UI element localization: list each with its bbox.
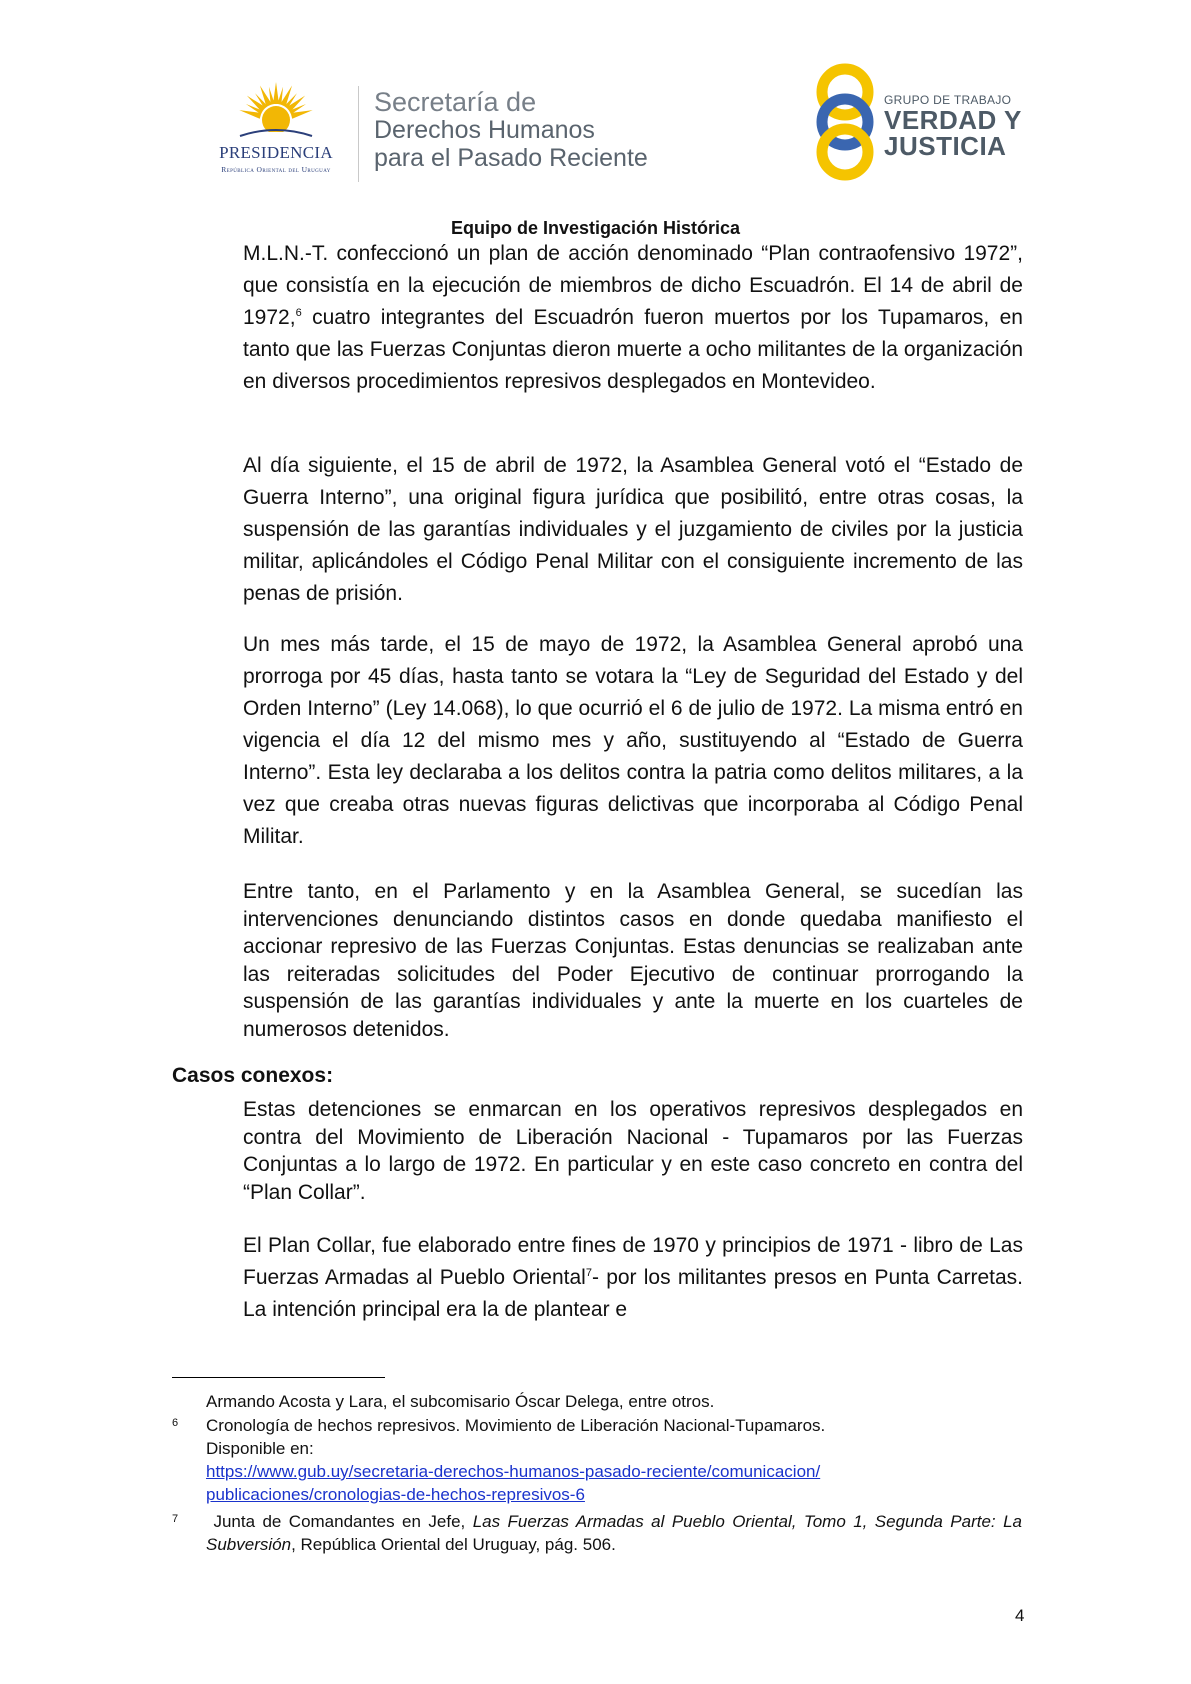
grupo-line2: VERDAD Y: [884, 105, 1022, 135]
paragraph-6-text-b: - por los militantes presos en Punta Carretas. La intención principal era la de plantear e: [243, 1266, 1023, 1321]
presidencia-logo: [196, 80, 356, 180]
secretaria-line3: para el Pasado Reciente: [374, 144, 648, 172]
grupo-line1: GRUPO DE TRABAJO: [884, 93, 1012, 107]
footnote-ref-6[interactable]: 6: [295, 307, 302, 319]
team-title: Equipo de Investigación Histórica: [450, 218, 741, 238]
sun-emblem-icon: [236, 80, 316, 142]
verdad-justicia-rings-icon: [812, 62, 878, 182]
footnote-continuation: Armando Acosta y Lara, el subcomisario Óscar Delega, entre otros.: [206, 1392, 715, 1411]
footnote-6-text: Cronología de hechos represivos. Movimiento de Liberación Nacional-Tupamaros.: [206, 1416, 826, 1435]
page-number: 4: [1015, 1606, 1025, 1625]
footnote-6-link[interactable]: [206, 1460, 1022, 1506]
paragraph-1-text-a: M.L.N.-T. confeccionó un plan de acción denominado “Plan contraofensivo 1972”, que consistía en la ejecución de miembros de dicho Escuadrón. El 14 de abril de 1972,: [243, 242, 1023, 329]
footnote-6-number: 6: [172, 1417, 179, 1429]
footnote-6: [172, 1414, 1022, 1506]
presidencia-subtitle: República Oriental del Uruguay: [221, 165, 331, 174]
page-header: [0, 0, 1191, 238]
footnote-6-link-line2[interactable]: publicaciones/cronologias-de-hechos-represivos-6: [206, 1485, 585, 1504]
paragraph-4: Entre tanto, en el Parlamento y en la Asamblea General, se sucedían las intervenciones denunciando distintos casos en donde quedaba manifiesto el accionar represivo de las Fuerzas Conjuntas. Estas denuncias se realizaban ante las reiteradas solicitudes del Poder Ejecutivo de continuar prorrogando la suspensión de las garantías individuales y ante la muerte en los cuarteles de numerosos detenidos.: [243, 880, 1023, 1041]
footnote-7-text-a: Junta de Comandantes en Jefe,: [213, 1512, 473, 1531]
grupo-line3: JUSTICIA: [884, 131, 1007, 161]
footnote-7: [172, 1510, 1022, 1556]
paragraph-1-text-b: cuatro integrantes del Escuadrón fueron muertos por los Tupamaros, en tanto que las Fuerzas Conjuntas dieron muerte a ocho militantes de la organización en diversos procedimientos represivos desplegados en Montevideo.: [243, 306, 1023, 393]
secretaria-line2: Derechos Humanos: [374, 116, 595, 144]
footnote-7-text-b: , República Oriental del Uruguay, pág. 506.: [291, 1535, 616, 1554]
footnote-7-text: [206, 1510, 1022, 1556]
header-divider: [358, 86, 359, 182]
paragraph-5: Estas detenciones se enmarcan en los operativos represivos desplegados en contra del Movimiento de Liberación Nacional - Tupamaros por las Fuerzas Conjuntas a lo largo de 1972. En particular y en este caso concreto en contra del “Plan Collar”.: [243, 1098, 1023, 1204]
paragraph-3: Un mes más tarde, el 15 de mayo de 1972, la Asamblea General aprobó una prorroga por 45 días, hasta tanto se votara la “Ley de Seguridad del Estado y del Orden Interno” (Ley 14.068), lo que ocurrió el 6 de julio de 1972. La misma entró en vigencia el día 12 del mismo mes y año, sustituyendo al “Estado de Guerra Interno”. Esta ley declaraba a los delitos contra la patria como delitos militares, a la vez que creaba otras nuevas figuras delictivas que incorporaba al Código Penal Militar.: [243, 633, 1023, 848]
footnote-6-available: Disponible en:: [206, 1439, 314, 1458]
grupo-trabajo-title: [884, 93, 1022, 159]
paragraph-6-text-a: El Plan Collar, fue elaborado entre fines de 1970 y principios de 1971 - libro de Las Fuerzas Armadas al Pueblo Oriental: [243, 1234, 1023, 1289]
paragraph-2: Al día siguiente, el 15 de abril de 1972, la Asamblea General votó el “Estado de Guerra Interno”, una original figura jurídica que posibilitó, entre otras cosas, la suspensión de las garantías individuales y el juzgamiento de civiles por la justicia militar, aplicándoles el Código Penal Militar con el consiguiente incremento de las penas de prisión.: [243, 454, 1023, 605]
secretaria-title: [374, 88, 648, 172]
footnote-7-italic-title: Las Fuerzas Armadas al Pueblo Oriental, Tomo 1, Segunda Parte: La Subversión: [206, 1512, 1022, 1554]
casos-conexos-heading: Casos conexos:: [172, 1064, 334, 1087]
footnote-ref-7[interactable]: 7: [585, 1267, 592, 1279]
paragraph-1: [243, 238, 1023, 398]
footnote-7-number: 7: [172, 1513, 179, 1525]
footnote-separator: [172, 1377, 385, 1378]
footnote-6-link-line1[interactable]: https://www.gub.uy/secretaria-derechos-humanos-pasado-reciente/comunicacion/: [206, 1462, 821, 1481]
secretaria-line1: Secretaría de: [374, 87, 537, 117]
presidencia-name: PRESIDENCIA: [219, 143, 333, 162]
paragraph-6: [243, 1230, 1023, 1326]
